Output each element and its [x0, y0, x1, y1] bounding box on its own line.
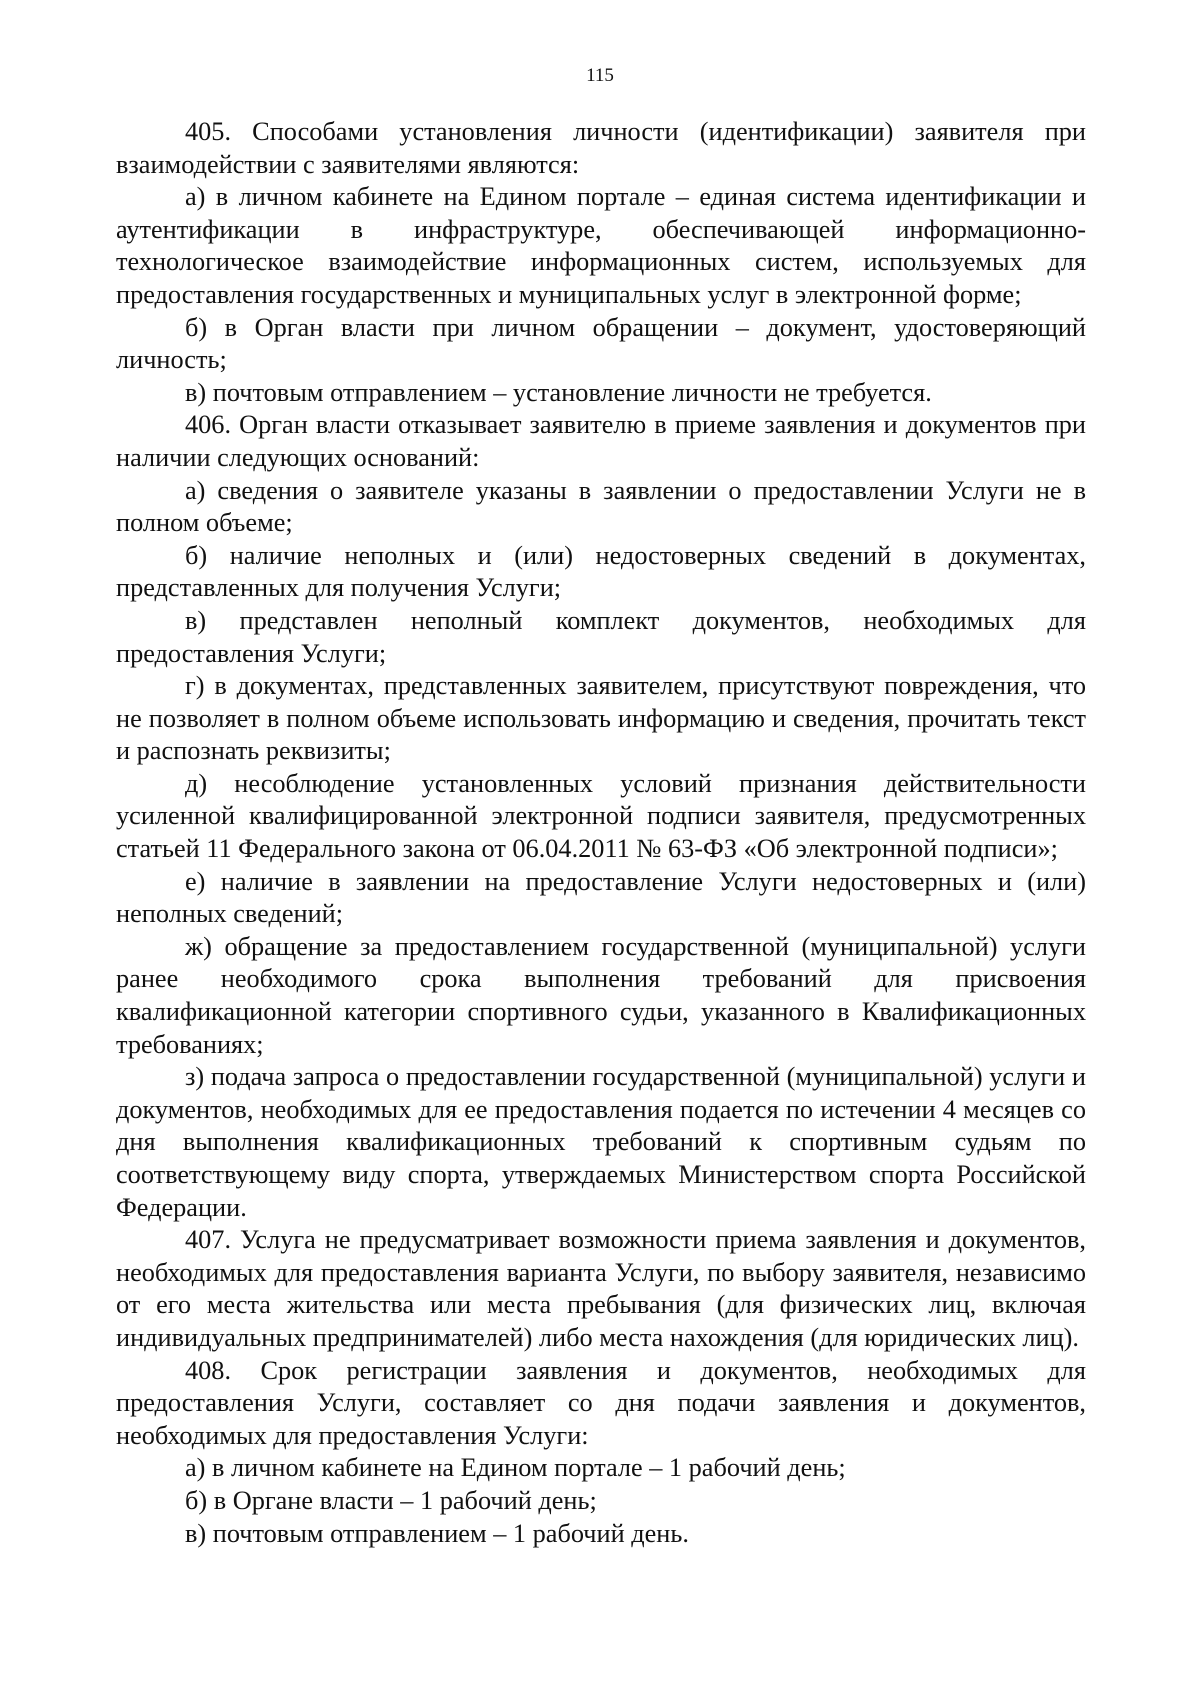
paragraph-406-v: в) представлен неполный комплект документов, необходимых для предоставления Услуги;: [116, 605, 1086, 668]
paragraph-408-b: б) в Органе власти – 1 рабочий день;: [185, 1485, 597, 1515]
document-body: [116, 116, 1086, 1550]
paragraph-405-a: а) в личном кабинете на Едином портале – единая система идентификации и аутентификации в инфраструктуре, обеспечивающей информационно-технологическое взаимодействие информационных систем, используемых для предоставления государственных и муниципальных услуг в электронной форме;: [116, 182, 1086, 309]
paragraph-405: 405. Способами установления личности (идентификации) заявителя при взаимодействии с заявителями являются:: [116, 117, 1086, 179]
paragraph-406-a: а) сведения о заявителе указаны в заявлении о предоставлении Услуги не в полном объеме;: [116, 475, 1086, 538]
paragraph-408-a: а) в личном кабинете на Едином портале – 1 рабочий день;: [185, 1453, 846, 1483]
paragraph-408: 408. Срок регистрации заявления и документов, необходимых для предоставления Услуги, составляет со дня подачи заявления и документов, необходимых для предоставления Услуги:: [116, 1355, 1086, 1450]
paragraph-406-e: е) наличие в заявлении на предоставление Услуги недостоверных и (или) неполных сведений;: [116, 866, 1086, 929]
paragraph-406-z: з) подача запроса о предоставлении государственной (муниципальной) услуги и документов, необходимых для ее предоставления подается по истечении 4 месяцев со дня выполнения квалификационных требований к спортивным судьям по соответствующему виду спорта, утверждаемых Министерством спорта Российской Федерации.: [116, 1062, 1086, 1222]
paragraph-408-v: в) почтовым отправлением – 1 рабочий день.: [185, 1518, 689, 1548]
paragraph-406-zh: ж) обращение за предоставлением государственной (муниципальной) услуги ранее необходимого срока выполнения требований для присвоения квалификационной категории спортивного судьи, указанного в Квалификационных требованиях;: [116, 931, 1086, 1059]
paragraph-405-b: б) в Орган власти при личном обращении – документ, удостоверяющий личность;: [116, 312, 1086, 375]
paragraph-407: 407. Услуга не предусматривает возможности приема заявления и документов, необходимых для предоставления варианта Услуги, по выбору заявителя, независимо от его места жительства или места пребывания (для физических лиц, включая индивидуальных предпринимателей) либо места нахождения (для юридических лиц).: [116, 1225, 1086, 1352]
page-number: 115: [586, 65, 614, 86]
paragraph-406-d: д) несоблюдение установленных условий признания действительности усиленной квалифицированной электронной подписи заявителя, предусмотренных статьей 11 Федерального закона от 06.04.2011 № 63-ФЗ «Об электронной подписи»;: [116, 768, 1086, 864]
paragraph-406: 406. Орган власти отказывает заявителю в приеме заявления и документов при наличии следующих оснований:: [116, 410, 1086, 472]
paragraph-406-b: б) наличие неполных и (или) недостоверных сведений в документах, представленных для получения Услуги;: [116, 540, 1086, 603]
paragraph-406-g: г) в документах, представленных заявителем, присутствуют повреждения, что не позволяет в полном объеме использовать информацию и сведения, прочитать текст и распознать реквизиты;: [116, 671, 1086, 766]
paragraph-405-v: в) почтовым отправлением – установление личности не требуется.: [185, 377, 932, 407]
